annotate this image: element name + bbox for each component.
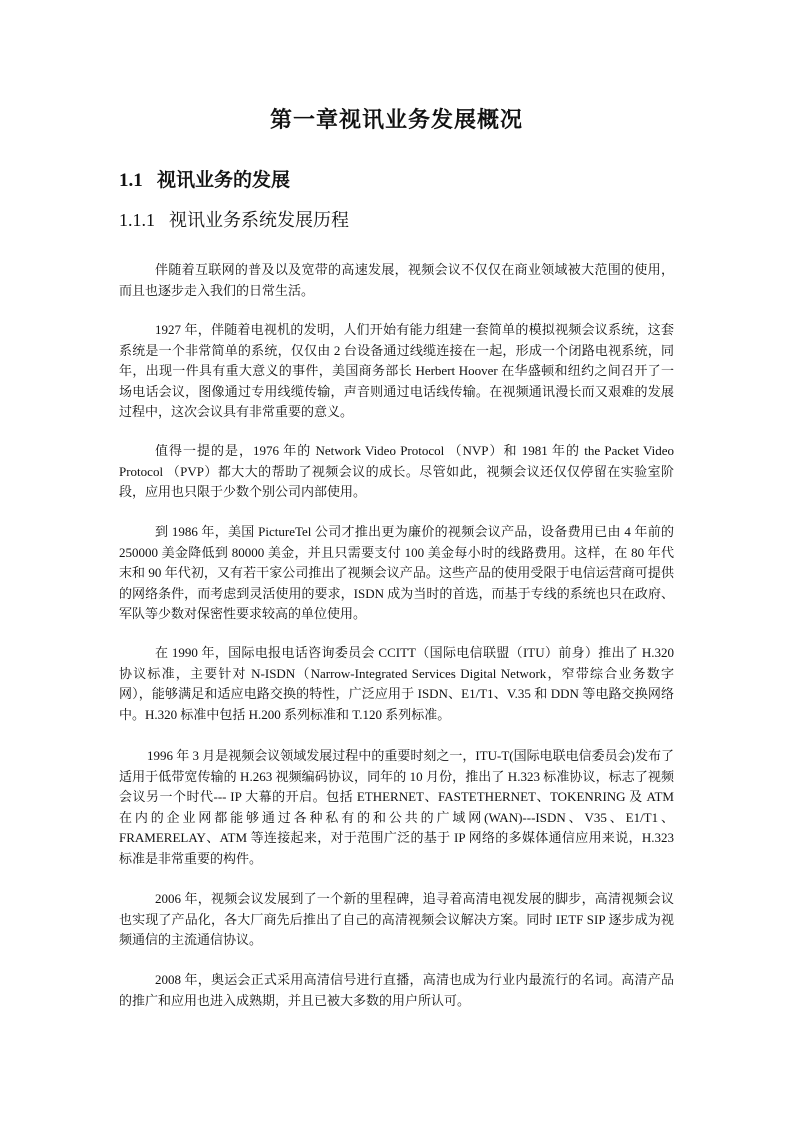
paragraph-1986: 到 1986 年，美国 PictureTel 公司才推出更为廉价的视频会议产品，设备费用已由 4 年前的 250000 美金降低到 80000 美金，并且只需要支付 100 美金每小时的线路费用。这样，在 80 年代末和 90 年代初，又有若干家公司推出了视频会议产品。这些产品的使用受限于电信运营商可提供的网络条件，而考虑到灵活使用的要求，ISDN 成为当时的首选，而基于专线的系统也只在政府、军队等少数对保密性要求较高的单位使用。 (119, 524, 674, 621)
section-title: 视讯业务的发展 (157, 170, 291, 191)
paragraph-nvp-pvp: 值得一提的是，1976 年的 Network Video Protocol （NVP）和 1981 年的 the Packet Video Protocol （PVP）都大大的帮助了视频会议的成长。尽管如此，视频会议还仅仅停留在实验室阶段，应用也只限于少数个别公司内部使用。 (119, 443, 674, 499)
section-heading (119, 165, 290, 192)
paragraph-1990: 在 1990 年，国际电报电话咨询委员会 CCITT（国际电信联盟（ITU）前身）推出了 H.320 协议标准，主要针对 N-ISDN（Narrow-Integrated Services Digital Network，窄带综合业务数字网），能够满足和适应电路交换的特性，广泛应用于 ISDN、E1/T1、V.35 和 DDN 等电路交换网络中。H.320 标准中包括 H.200 系列标准和 T.120 系列标准。 (119, 645, 674, 722)
paragraph-2008: 2008 年，奥运会正式采用高清信号进行直播，高清也成为行业内最流行的名词。高清产品的推广和应用也进入成熟期，并且已被大多数的用户所认可。 (119, 972, 674, 1008)
paragraph-intro: 伴随着互联网的普及以及宽带的高速发展，视频会议不仅仅在商业领域被大范围的使用，而且也逐步走入我们的日常生活。 (119, 262, 674, 298)
subsection-heading (119, 206, 349, 232)
section-number: 1.1 (119, 170, 143, 191)
subsection-title: 视讯业务系统发展历程 (169, 210, 349, 230)
subsection-number: 1.1.1 (119, 210, 155, 230)
paragraph-1927: 1927 年，伴随着电视机的发明，人们开始有能力组建一套简单的模拟视频会议系统，这套系统是一个非常简单的系统，仅仅由 2 台设备通过线缆连接在一起，形成一个闭路电视系统，同年，出现一件具有重大意义的事件，美国商务部长 Herbert Hoover 在华盛顿和纽约之间召开了一场电话会议，图像通过专用线缆传输，声音则通过电话线传输。在视频通讯漫长而又艰难的发展过程中，这次会议具有非常重要的意义。 (119, 322, 674, 419)
paragraph-1996: 1996 年 3 月是视频会议领域发展过程中的重要时刻之一，ITU-T(国际电联电信委员会)发布了适用于低带宽传输的 H.263 视频编码协议，同年的 10 月份，推出了 H.323 标准协议，标志了视频会议另一个时代--- IP 大幕的开启。包括 ETHERNET、FASTETHERNET、TOKENRING 及 ATM 在内的企业网都能够通过各种私有的和公共的广域网(WAN)---ISDN、V35、E1/T1、FRAMERELAY、ATM 等连接起来，对于范围广泛的基于 IP 网络的多媒体通信应用来说，H.323 标准是非常重要的构件。 (119, 748, 674, 866)
chapter-title: 第一章视讯业务发展概况 (269, 107, 523, 132)
paragraph-2006: 2006 年，视频会议发展到了一个新的里程碑，追寻着高清电视发展的脚步，高清视频会议也实现了产品化，各大厂商先后推出了自己的高清视频会议解决方案。同时 IETF SIP 逐步成为视频通信的主流通信协议。 (119, 891, 674, 947)
